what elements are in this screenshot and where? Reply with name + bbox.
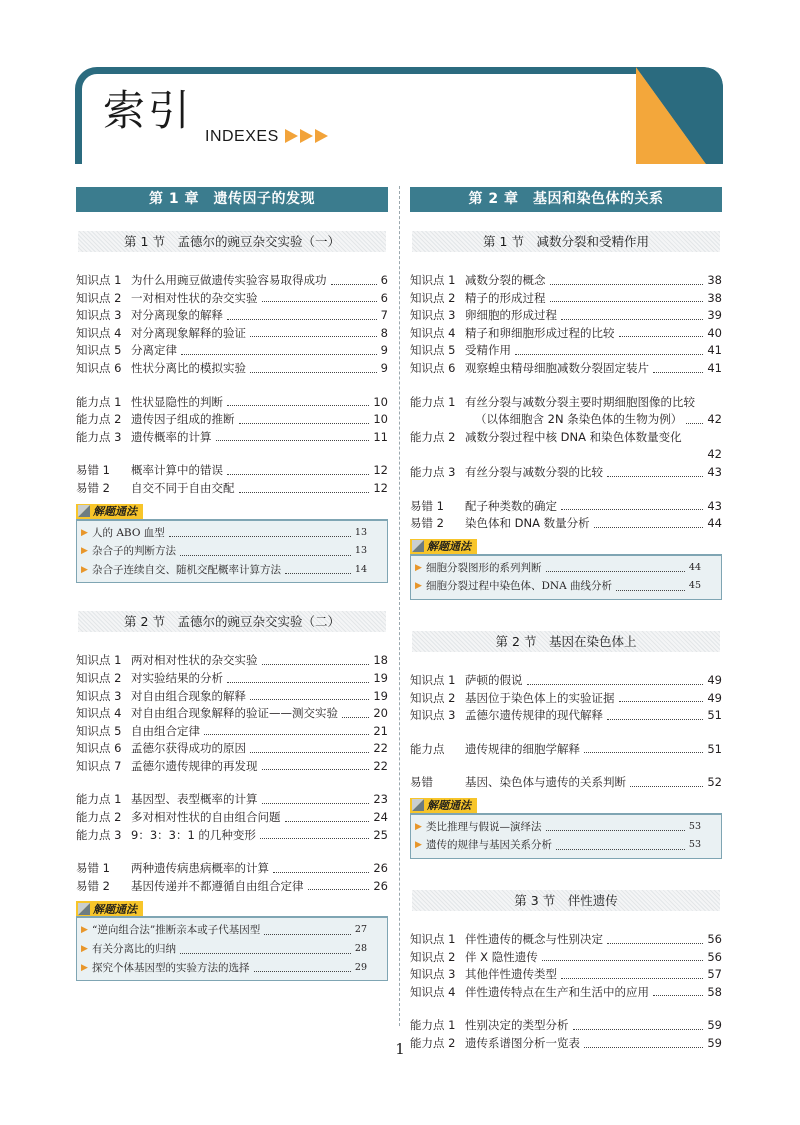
toc-entry[interactable]: 易错 2 基因传递并不都遵循自由组合定律 26 xyxy=(76,878,388,893)
chapter-2-heading[interactable]: 第 2 章 基因和染色体的关系 xyxy=(410,187,722,212)
toc-entry[interactable]: 知识点 6 观察蝗虫精母细胞减数分裂固定装片 41 xyxy=(410,360,722,375)
section-heading[interactable]: 第 3 节 伴性遗传 xyxy=(412,890,720,911)
toc-entry[interactable]: 知识点 2 一对相对性状的杂交实验 6 xyxy=(76,290,388,305)
toc-entry[interactable]: 能力点 遗传规律的细胞学解释 51 xyxy=(410,741,722,756)
toc-entry[interactable]: 知识点 4 对分离现象解释的验证 8 xyxy=(76,325,388,340)
tongfa-badge: 解题通法 xyxy=(410,539,477,554)
page-title: 索引 xyxy=(103,86,194,135)
tongfa-item[interactable]: ▶ 杂合子连续自交、随机交配概率计算方法 14 xyxy=(81,561,381,580)
tongfa-header xyxy=(410,798,722,813)
triangle-bullet-icon: ▶ xyxy=(415,821,422,832)
toc-entry[interactable]: 知识点 7 孟德尔遗传规律的再发现 22 xyxy=(76,758,388,773)
corner-mark-icon xyxy=(412,540,424,552)
entry-group xyxy=(410,774,722,792)
entry-group xyxy=(76,652,388,775)
corner-mark-icon xyxy=(78,903,90,915)
header-corner-fold xyxy=(636,67,723,164)
tongfa-item[interactable]: ▶ 类比推理与假说—演绎法 53 xyxy=(415,818,715,837)
section-heading[interactable]: 第 2 节 基因在染色体上 xyxy=(412,631,720,652)
toc-entry[interactable]: 知识点 5 自由组合定律 21 xyxy=(76,723,388,738)
toc-entry[interactable]: 能力点 2 遗传系谱图分析一览表 59 xyxy=(410,1036,722,1051)
triangle-bullet-icon: ▶ xyxy=(415,581,422,592)
toc-entry[interactable]: 知识点 6 性状分离比的模拟实验 9 xyxy=(76,360,388,375)
tongfa-item[interactable]: ▶ 细胞分裂图形的系列判断 44 xyxy=(415,559,715,578)
entry-group xyxy=(76,791,388,844)
tongfa-item[interactable]: ▶ 杂合子的判断方法 13 xyxy=(81,542,381,561)
entry-group xyxy=(410,498,722,533)
chapter-1-heading[interactable]: 第 1 章 遗传因子的发现 xyxy=(76,187,388,212)
entry-group xyxy=(410,272,722,378)
triangle-bullet-icon: ▶ xyxy=(81,527,88,538)
corner-mark-icon xyxy=(412,799,424,811)
tongfa-item[interactable]: ▶ 遗传的规律与基因关系分析 53 xyxy=(415,836,715,855)
toc-entry[interactable]: 能力点 1 性别决定的类型分析 59 xyxy=(410,1018,722,1033)
toc-entry[interactable]: 易错 2 自交不同于自由交配 12 xyxy=(76,480,388,495)
tongfa-box xyxy=(76,519,388,584)
entry-group xyxy=(76,462,388,497)
tongfa-item[interactable]: ▶ “逆向组合法”推断亲本或子代基因型 27 xyxy=(81,921,381,940)
toc-entry[interactable]: 能力点 2 多对相对性状的自由组合问题 24 xyxy=(76,810,388,825)
tongfa-box xyxy=(76,916,388,981)
toc-entry[interactable]: 知识点 4 伴性遗传特点在生产和生活中的应用 58 xyxy=(410,984,722,999)
tongfa-item[interactable]: ▶ 细胞分裂过程中染色体、DNA 曲线分析 45 xyxy=(415,577,715,596)
tongfa-badge: 解题通法 xyxy=(410,798,477,813)
entry-group xyxy=(410,672,722,725)
tongfa-item[interactable]: ▶ 人的 ABO 血型 13 xyxy=(81,524,381,543)
triangle-bullet-icon: ▶ xyxy=(415,840,422,851)
toc-entry[interactable]: 知识点 3 对自由组合现象的解释 19 xyxy=(76,688,388,703)
toc-entry[interactable]: 知识点 5 分离定律 9 xyxy=(76,343,388,358)
toc-entry[interactable]: 能力点 3 9：3：3：1 的几种变形 25 xyxy=(76,827,388,842)
tongfa-badge: 解题通法 xyxy=(76,901,143,916)
toc-entry[interactable]: 能力点 2 遗传因子组成的推断 10 xyxy=(76,412,388,427)
toc-entry[interactable]: 能力点 1 性状显隐性的判断 10 xyxy=(76,394,388,409)
entry-group xyxy=(410,931,722,1001)
toc-entry[interactable]: 知识点 3 对分离现象的解释 7 xyxy=(76,308,388,323)
triangle-bullet-icon: ▶ xyxy=(81,564,88,575)
toc-entry[interactable]: 知识点 5 受精作用 41 xyxy=(410,343,722,358)
triangle-bullet-icon: ▶ xyxy=(81,925,88,936)
toc-entry[interactable]: 知识点 1 减数分裂的概念 38 xyxy=(410,273,722,287)
toc-entry[interactable]: 知识点 2 基因位于染色体上的实验证据 49 xyxy=(410,690,722,705)
entry-group xyxy=(76,272,388,378)
tongfa-item[interactable]: ▶ 有关分离比的归纳 28 xyxy=(81,940,381,959)
tongfa-item[interactable]: ▶ 探究个体基因型的实验方法的选择 29 xyxy=(81,959,381,978)
triple-arrow-icon xyxy=(285,128,331,144)
tongfa-badge: 解题通法 xyxy=(76,504,143,519)
tongfa-header xyxy=(76,504,388,519)
toc-entry[interactable]: 能力点 3 遗传概率的计算 11 xyxy=(76,429,388,444)
toc-entry[interactable]: 知识点 2 伴 X 隐性遗传 56 xyxy=(410,949,722,964)
entry-group xyxy=(410,741,722,759)
corner-mark-icon xyxy=(78,505,90,517)
triangle-bullet-icon: ▶ xyxy=(81,546,88,557)
toc-entry[interactable]: 能力点 3 有丝分裂与减数分裂的比较 43 xyxy=(410,464,722,479)
tongfa-header xyxy=(410,539,722,554)
triangle-bullet-icon: ▶ xyxy=(81,962,88,973)
toc-entry[interactable]: 知识点 1 伴性遗传的概念与性别决定 56 xyxy=(410,932,722,947)
section-heading[interactable]: 第 1 节 减数分裂和受精作用 xyxy=(412,231,720,252)
toc-entry[interactable]: 知识点 1 萨顿的假说 49 xyxy=(410,672,722,687)
entry-group xyxy=(410,394,722,482)
toc-entry[interactable]: 知识点 4 精子和卵细胞形成过程的比较 40 xyxy=(410,325,722,340)
toc-entry[interactable]: 易错 基因、染色体与遗传的关系判断 52 xyxy=(410,775,722,790)
page-number: 1 xyxy=(395,1040,405,1058)
right-column xyxy=(410,187,722,1053)
toc-entry[interactable]: 知识点 2 对实验结果的分析 19 xyxy=(76,670,388,685)
entry-group xyxy=(76,394,388,447)
section-heading[interactable]: 第 1 节 孟德尔的豌豆杂交实验（一） xyxy=(78,231,386,252)
triangle-bullet-icon: ▶ xyxy=(81,944,88,955)
toc-entry[interactable]: 易错 2 染色体和 DNA 数量分析 44 xyxy=(410,516,722,531)
toc-entry[interactable]: 能力点 1 有丝分裂与减数分裂主要时期细胞图像的比较 （以体细胞含 2N 条染色体的生物为例） 42 xyxy=(410,394,722,427)
page-subtitle: INDEXES xyxy=(205,128,279,145)
toc-entry[interactable]: 知识点 6 孟德尔获得成功的原因 22 xyxy=(76,741,388,756)
toc-entry[interactable]: 易错 1 概率计算中的错误 12 xyxy=(76,463,388,478)
toc-entry[interactable]: 知识点 1 为什么用豌豆做遗传实验容易取得成功 6 xyxy=(76,273,388,287)
toc-entry[interactable]: 知识点 3 孟德尔遗传规律的现代解释 51 xyxy=(410,708,722,723)
toc-entry[interactable]: 知识点 4 对自由组合现象解释的验证——测交实验 20 xyxy=(76,706,388,721)
left-column xyxy=(76,187,388,981)
entry-group xyxy=(76,860,388,895)
toc-entry[interactable]: 知识点 1 两对相对性状的杂交实验 18 xyxy=(76,653,388,668)
tongfa-box xyxy=(410,554,722,600)
tongfa-header xyxy=(76,901,388,916)
tongfa-box xyxy=(410,813,722,859)
toc-entry[interactable]: 能力点 2 减数分裂过程中核 DNA 和染色体数量变化 42 xyxy=(410,429,722,462)
toc-entry[interactable]: 易错 1 两种遗传病患病概率的计算 26 xyxy=(76,861,388,876)
toc-entry[interactable]: 知识点 3 其他伴性遗传类型 57 xyxy=(410,967,722,982)
section-heading[interactable]: 第 2 节 孟德尔的豌豆杂交实验（二） xyxy=(78,611,386,632)
toc-entry[interactable]: 知识点 3 卵细胞的形成过程 39 xyxy=(410,308,722,323)
triangle-bullet-icon: ▶ xyxy=(415,562,422,573)
toc-entry[interactable]: 能力点 1 基因型、表型概率的计算 23 xyxy=(76,792,388,807)
toc-entry[interactable]: 易错 1 配子种类数的确定 43 xyxy=(410,498,722,513)
toc-entry[interactable]: 知识点 2 精子的形成过程 38 xyxy=(410,290,722,305)
column-divider xyxy=(399,186,400,1026)
